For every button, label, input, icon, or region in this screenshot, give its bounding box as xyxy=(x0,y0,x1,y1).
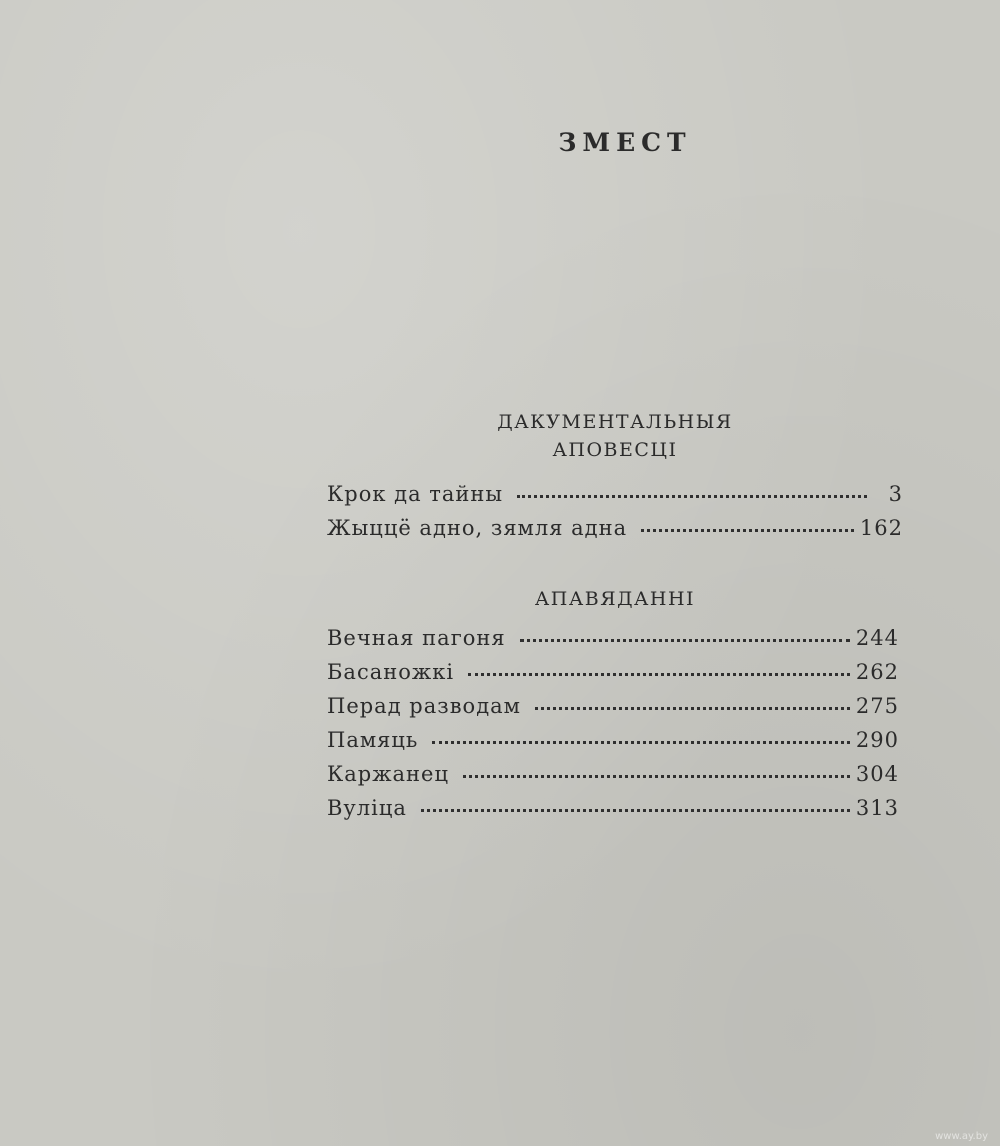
toc-list-stories xyxy=(327,626,899,830)
section-heading-line: ДАКУМЕНТАЛЬНЫЯ xyxy=(497,411,733,433)
toc-entry xyxy=(327,762,899,796)
toc-entry xyxy=(327,728,899,762)
toc-list-documentary xyxy=(327,482,903,550)
toc-entry-title: Вечная пагоня xyxy=(327,626,506,650)
toc-entry xyxy=(327,660,899,694)
toc-entry-title: Перад разводам xyxy=(327,694,521,718)
toc-entry xyxy=(327,694,899,728)
section-heading-line: АПОВЕСЦІ xyxy=(552,439,678,461)
dot-leader xyxy=(463,775,850,778)
watermark: www.ay.by xyxy=(935,1131,988,1142)
toc-entry xyxy=(327,796,899,830)
dot-leader xyxy=(432,741,850,744)
toc-entry-page: 3 xyxy=(888,482,903,506)
toc-entry-page: 244 xyxy=(855,626,899,650)
toc-entry-title: Жыццё адно, зямля адна xyxy=(327,516,628,540)
toc-entry-page: 313 xyxy=(855,796,899,820)
dot-leader xyxy=(517,495,867,498)
toc-entry-title: Басаножкі xyxy=(327,660,455,684)
toc-entry xyxy=(327,626,899,660)
toc-entry-title: Крок да тайны xyxy=(327,482,504,506)
section-heading-documentary xyxy=(330,408,900,464)
section-heading-stories xyxy=(330,585,900,613)
toc-entry xyxy=(327,482,903,516)
dot-leader xyxy=(468,673,850,676)
toc-entry-title: Каржанец xyxy=(327,762,449,786)
toc-entry-page: 290 xyxy=(855,728,899,752)
toc-entry-page: 162 xyxy=(859,516,903,540)
toc-entry-page: 304 xyxy=(855,762,899,786)
toc-entry-title: Вуліца xyxy=(327,796,407,820)
dot-leader xyxy=(520,639,850,642)
toc-entry-title: Памяць xyxy=(327,728,419,752)
dot-leader xyxy=(641,529,854,532)
dot-leader xyxy=(535,707,850,710)
page-title: ЗМЕСТ xyxy=(558,128,692,157)
section-heading-line: АПАВЯДАННІ xyxy=(534,588,696,610)
toc-entry-page: 275 xyxy=(855,694,899,718)
toc-entry xyxy=(327,516,903,550)
toc-entry-page: 262 xyxy=(855,660,899,684)
dot-leader xyxy=(421,809,850,812)
